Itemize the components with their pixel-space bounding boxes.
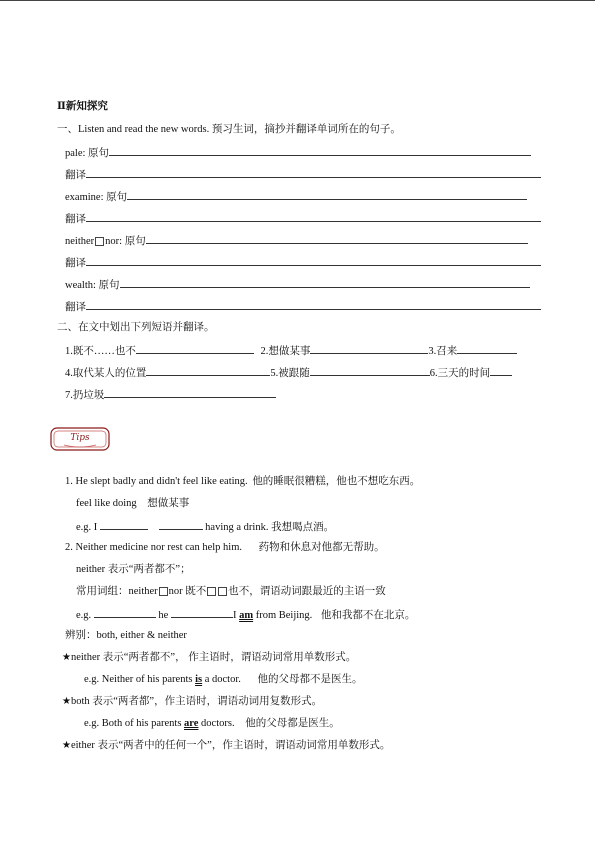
phrase-row-3 xyxy=(65,387,276,403)
example-translation: 他的父母都不是医生。 xyxy=(257,674,363,685)
answer-blank[interactable] xyxy=(146,233,528,244)
translate-label: 翻译 xyxy=(65,170,86,181)
answer-blank[interactable] xyxy=(136,343,254,354)
word-label: neither xyxy=(65,236,95,247)
sentence-translation: 他的睡眠很糟糕，他也不想吃东西。 xyxy=(252,476,421,487)
either-rule xyxy=(62,739,390,753)
example-translation: 他的父母都是医生。 xyxy=(245,718,340,729)
answer-blank[interactable] xyxy=(86,255,541,266)
common-phrase xyxy=(76,585,386,599)
missing-glyph-box xyxy=(218,587,227,596)
answer-blank[interactable] xyxy=(171,607,233,618)
example-translation: 他和我都不在北京。 xyxy=(320,610,416,621)
translate-label: 翻译 xyxy=(65,214,86,225)
section-title: Ⅱ新知探究 xyxy=(57,101,108,112)
answer-blank[interactable] xyxy=(104,387,276,398)
example-text: a doctor. xyxy=(204,674,241,685)
neither-example xyxy=(84,673,363,687)
phrase-translation: 想做某事 xyxy=(147,498,190,509)
emphasized-verb: am xyxy=(239,610,254,621)
star-icon: ★ xyxy=(62,740,71,751)
example-text: e.g. I xyxy=(76,522,98,533)
example-text: from Beijing. xyxy=(255,610,313,621)
answer-blank[interactable] xyxy=(109,145,531,156)
sentence-text: 1. He slept badly and didn't feel like eating. xyxy=(65,476,248,487)
rule-text: both 表示“两者都”，作主语时，谓语动词用复数形式。 xyxy=(70,696,323,707)
phrase-label: 7.扔垃圾 xyxy=(65,390,105,401)
missing-glyph-box xyxy=(159,587,168,596)
part1-heading: 一、Listen and read the new words. 预习生词，摘抄并翻译单词所在的句子。 xyxy=(57,124,401,135)
phrase-label: 3.召来 xyxy=(428,346,458,357)
word-label: examine: xyxy=(65,192,104,203)
answer-blank[interactable] xyxy=(86,167,541,178)
page-top-rule xyxy=(0,0,595,1)
answer-blank[interactable] xyxy=(86,211,541,222)
answer-blank[interactable] xyxy=(100,519,148,530)
neither-rule xyxy=(62,651,356,665)
example-text: having a drink. xyxy=(205,522,269,533)
neither-meaning: neither 表示“两者都不”； xyxy=(76,564,191,575)
example-text: e.g. xyxy=(76,610,92,621)
example-text: doctors. xyxy=(201,718,235,729)
answer-blank[interactable] xyxy=(310,343,428,354)
common-text: 也不，谓语动词跟最近的主语一致 xyxy=(228,586,386,597)
phrase-label: 5.被跟随 xyxy=(270,368,310,379)
answer-blank[interactable] xyxy=(127,189,527,200)
phrase-label: 2.想做某事 xyxy=(260,346,311,357)
tips-badge xyxy=(50,425,110,453)
translate-label: 翻译 xyxy=(65,258,86,269)
note-sentence-2 xyxy=(65,541,385,555)
rule-text: either 表示“两者中的任何一个”，作主语时，谓语动词常用单数形式。 xyxy=(70,740,391,751)
example-text: e.g. Neither of his parents xyxy=(84,674,193,685)
phrase-label: 6.三天的时间 xyxy=(429,368,491,379)
source-label: 原句 xyxy=(106,192,128,203)
answer-blank[interactable] xyxy=(457,343,517,354)
translate-row xyxy=(65,299,541,315)
word-row-examine xyxy=(65,189,527,205)
missing-glyph-box xyxy=(95,237,104,246)
star-icon: ★ xyxy=(62,696,71,707)
example-text: e.g. Both of his parents xyxy=(84,718,182,729)
example-text: I xyxy=(232,610,237,621)
translate-row xyxy=(65,255,541,271)
word-row-neither-nor xyxy=(65,233,528,249)
phrase-row-1 xyxy=(65,343,517,359)
sentence-translation: 药物和休息对他都无帮助。 xyxy=(258,542,385,553)
phrase-label: 4.取代某人的位置 xyxy=(65,368,147,379)
example-translation: 我想喝点酒。 xyxy=(271,522,335,533)
missing-glyph-box xyxy=(207,587,216,596)
distinguish-heading: 辨别：both, either & neither xyxy=(65,630,187,641)
source-label: 原句 xyxy=(98,280,120,291)
translate-row xyxy=(65,167,541,183)
translate-row xyxy=(65,211,541,227)
star-icon: ★ xyxy=(62,652,71,663)
answer-blank[interactable] xyxy=(159,519,203,530)
answer-blank[interactable] xyxy=(490,365,512,376)
word-label-tail: nor: xyxy=(105,236,123,247)
word-row-pale xyxy=(65,145,531,161)
both-rule xyxy=(62,695,322,709)
sentence-text: 2. Neither medicine nor rest can help him. xyxy=(65,542,242,553)
example-text: he xyxy=(158,610,169,621)
common-text: 常用词组：neither xyxy=(76,586,158,597)
rule-text: neither 表示“两者都不”， 作主语时，谓语动词常用单数形式。 xyxy=(70,652,357,663)
source-label: 原句 xyxy=(88,148,110,159)
word-label: wealth: xyxy=(65,280,96,291)
answer-blank[interactable] xyxy=(310,365,430,376)
translate-label: 翻译 xyxy=(65,302,86,313)
answer-blank[interactable] xyxy=(120,277,530,288)
note-sentence-1 xyxy=(65,475,420,489)
part2-heading: 二、在文中划出下列短语并翻译。 xyxy=(57,322,215,333)
emphasized-verb: is xyxy=(195,674,203,685)
tips-label: Tips xyxy=(70,433,90,443)
source-label: 原句 xyxy=(124,236,146,247)
answer-blank[interactable] xyxy=(86,299,541,310)
phrase-text: feel like doing xyxy=(76,498,137,509)
example-1 xyxy=(76,519,334,535)
phrase-label: 1.既不……也不 xyxy=(65,346,136,357)
word-row-wealth xyxy=(65,277,530,293)
phrase-row-2 xyxy=(65,365,512,381)
example-2 xyxy=(76,607,415,623)
both-example xyxy=(84,717,340,731)
answer-blank[interactable] xyxy=(146,365,270,376)
answer-blank[interactable] xyxy=(94,607,156,618)
common-text: nor 既不 xyxy=(168,586,207,597)
emphasized-verb: are xyxy=(184,718,199,729)
word-label: pale: xyxy=(65,148,86,159)
phrase-note xyxy=(76,497,189,511)
